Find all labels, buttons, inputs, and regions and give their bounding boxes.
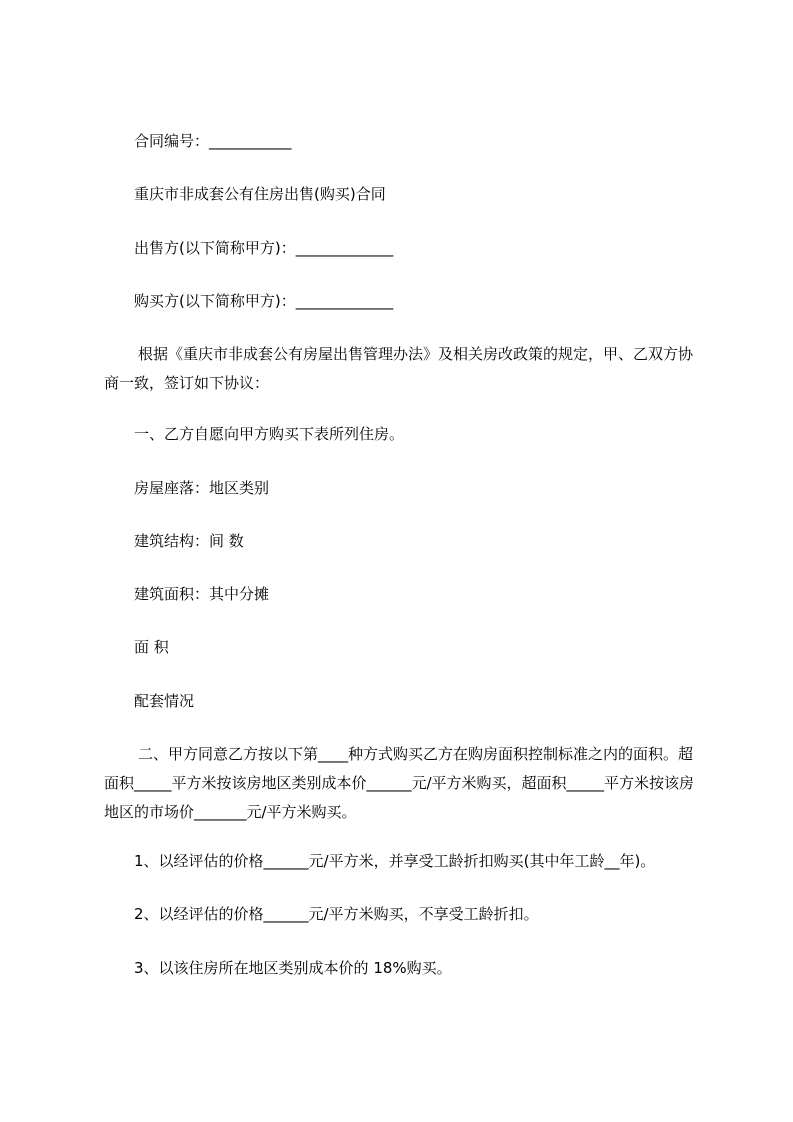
preamble-paragraph: 根据《重庆市非成套公有房屋出售管理办法》及相关房改政策的规定，甲、乙双方协商一致，签订如下协议： <box>104 345 694 392</box>
option-1: 1、以经评估的价格______元/平方米，并享受工龄折扣购买(其中年工龄__年)。 <box>134 852 656 870</box>
contract-number-line: 合同编号：___________ <box>134 132 292 150</box>
option-3: 3、以该住房所在地区类别成本价的 18%购买。 <box>134 959 452 977</box>
option-2: 2、以经评估的价格______元/平方米购买，不享受工龄折扣。 <box>134 905 539 923</box>
area-line: 面 积 <box>134 638 169 656</box>
clause-2: 二、甲方同意乙方按以下第____种方式购买乙方在购房面积控制标准之内的面积。超面积_____平方米按该房地区类别成本价______元/平方米购买，超面积_____平方米按该房地区的市场价_______元/平方米购买。 <box>104 745 695 821</box>
seller-line: 出售方(以下简称甲方)：_____________ <box>134 239 394 257</box>
house-location-line: 房屋座落：地区类别 <box>134 479 270 497</box>
building-structure-line: 建筑结构：间 数 <box>134 532 244 550</box>
contract-title: 重庆市非成套公有住房出售(购买)合同 <box>134 185 386 203</box>
buyer-line: 购买方(以下简称甲方)：_____________ <box>134 292 394 310</box>
facilities-line: 配套情况 <box>134 692 195 710</box>
clause-1: 一、乙方自愿向甲方购买下表所列住房。 <box>134 425 405 443</box>
building-area-line: 建筑面积：其中分摊 <box>134 585 270 603</box>
